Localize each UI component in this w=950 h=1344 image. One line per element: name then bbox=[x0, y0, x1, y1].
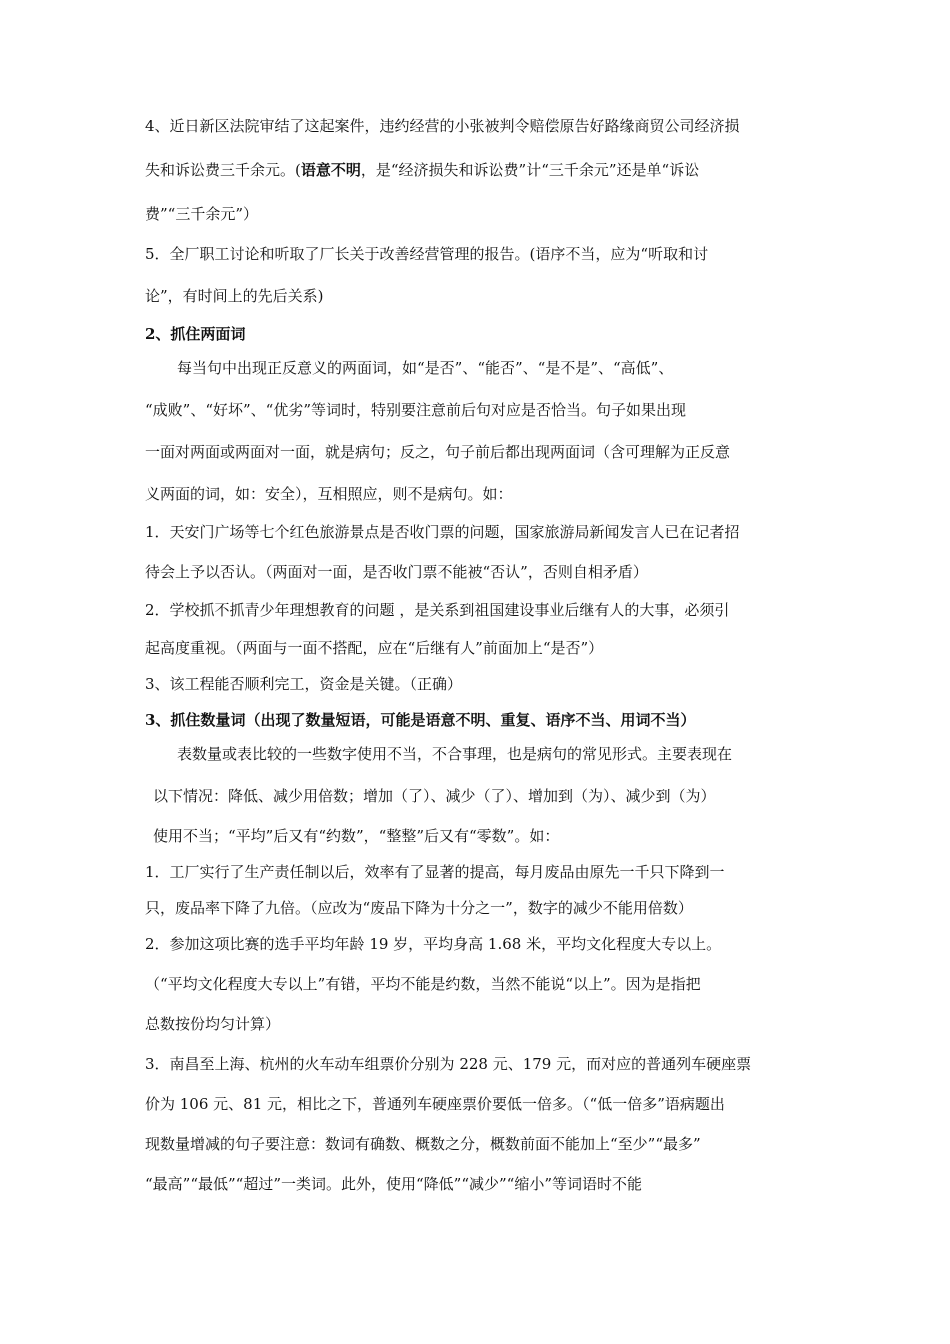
text-line: 义两面的词，如：安全），互相照应，则不是病句。如： bbox=[145, 485, 513, 503]
text-line: 只，废品率下降了九倍。（应改为“废品下降为十分之一”，数字的减少不能用倍数） bbox=[145, 899, 693, 917]
text-line: 总数按份均匀计算） bbox=[145, 1015, 281, 1033]
text-line: 现数量增减的句子要注意：数词有确数、概数之分，概数前面不能加上“至少”“最多” bbox=[145, 1135, 701, 1153]
text-line: 3．南昌至上海、杭州的火车动车组票价分别为 228 元、179 元，而对应的普通列车硬座票 bbox=[145, 1055, 752, 1073]
text-line: 待会上予以否认。（两面对一面，是否收门票不能被“否认”，否则自相矛盾） bbox=[145, 563, 648, 581]
text-line: 价为 106 元、81 元，相比之下，普通列车硬座票价要低一倍多。（“低一倍多”语病题出 bbox=[145, 1095, 725, 1113]
text-line: 1．天安门广场等七个红色旅游景点是否收门票的问题，国家旅游局新闻发言人已在记者招 bbox=[145, 523, 740, 541]
section-heading: 2、抓住两面词 bbox=[145, 325, 246, 343]
text-line: 1．工厂实行了生产责任制以后，效率有了显著的提高，每月废品由原先一千只下降到一 bbox=[145, 863, 725, 881]
text-line: 2．参加这项比赛的选手平均年龄 19 岁，平均身高 1.68 米，平均文化程度大专以上。 bbox=[145, 935, 722, 953]
text-line: 使用不当；“平均”后又有“约数”，“整整”后又有“零数”。如： bbox=[153, 827, 560, 845]
text-line: 5．全厂职工讨论和听取了厂长关于改善经营管理的报告。(语序不当，应为“听取和讨 bbox=[145, 245, 709, 263]
text-line: 3、该工程能否顺利完工，资金是关键。（正确） bbox=[145, 675, 463, 693]
text-line: “成败”、“好坏”、“优劣”等词时，特别要注意前后句对应是否恰当。句子如果出现 bbox=[145, 401, 687, 419]
text-line: 起高度重视。（两面与一面不搭配，应在“后继有人”前面加上“是否”） bbox=[145, 639, 604, 657]
text-line: 表数量或表比较的一些数字使用不当，不合事理，也是病句的常见形式。主要表现在 bbox=[177, 745, 733, 763]
text-line: 失和诉讼费三千余元。(语意不明，是“经济损失和诉讼费”计“三千余元”还是单“诉讼 bbox=[145, 161, 700, 179]
text-line: 2．学校抓不抓青少年理想教育的问题 ，是关系到祖国建设事业后继有人的大事，必须引 bbox=[145, 601, 730, 619]
text-line: 论”，有时间上的先后关系) bbox=[145, 287, 324, 305]
text-line: 费”“三千余元”） bbox=[145, 205, 259, 223]
bold-phrase: 语意不明 bbox=[300, 161, 361, 179]
text-line: 以下情况：降低、减少用倍数；增加（了）、减少（了）、增加到（为）、减少到（为） bbox=[153, 787, 716, 805]
text-line: 每当句中出现正反意义的两面词，如“是否”、“能否”、“是不是”、“高低”、 bbox=[177, 359, 674, 377]
text-line: 一面对两面或两面对一面，就是病句；反之，句子前后都出现两面词（含可理解为正反意 bbox=[145, 443, 731, 461]
text-line: （“平均文化程度大专以上”有错，平均不能是约数，当然不能说“以上”。因为是指把 bbox=[145, 975, 701, 993]
text-line: 4、近日新区法院审结了这起案件，违约经营的小张被判令赔偿原告好路缘商贸公司经济损 bbox=[145, 117, 740, 135]
text-line: “最高”“最低”“超过”一类词。此外，使用“降低”“减少”“缩小”等词语时不能 bbox=[145, 1175, 643, 1193]
section-heading: 3、抓住数量词（出现了数量短语，可能是语意不明、重复、语序不当、用词不当） bbox=[145, 711, 696, 729]
